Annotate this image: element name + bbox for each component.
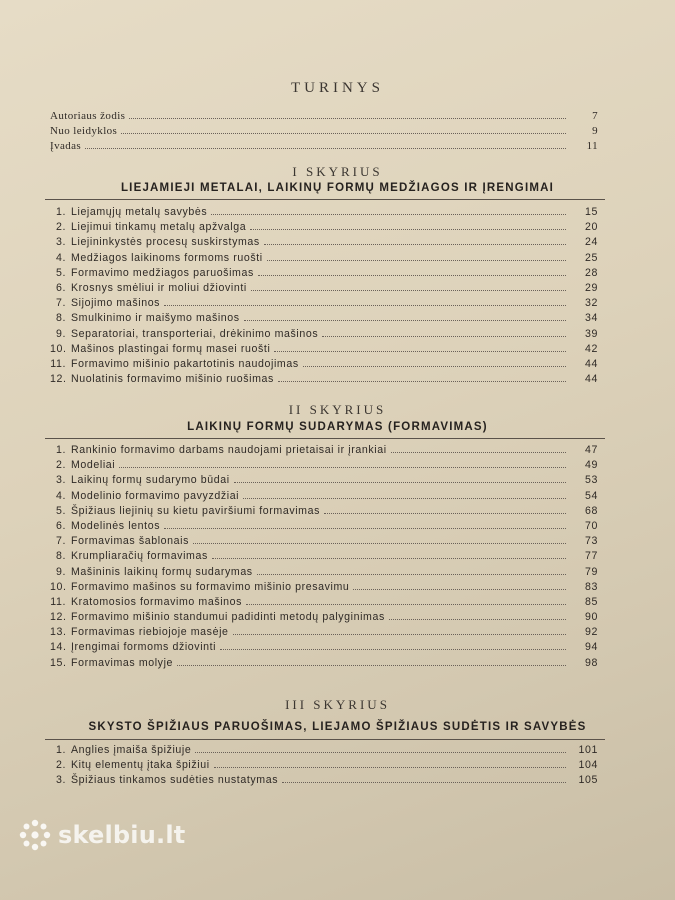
section-label: II SKYRIUS xyxy=(288,402,387,417)
entry-number: 2. xyxy=(55,759,66,772)
entry-label: Liejimui tinkamų metalų apžvalga xyxy=(71,221,247,234)
list-item xyxy=(50,251,598,266)
list-item xyxy=(50,372,598,387)
list-item xyxy=(50,640,598,655)
section-title: SKYSTO ŠPIŽIAUS PARUOŠIMAS, LIEJAMO ŠPIŽIAUS SUDĖTIS IR SAVYBĖS xyxy=(88,721,587,733)
entry-page: 83 xyxy=(585,580,598,593)
list-item xyxy=(50,519,598,534)
entry-number: 8. xyxy=(55,550,66,563)
entry-page: 49 xyxy=(585,459,598,472)
entry-page: 85 xyxy=(585,595,598,608)
leader-dots xyxy=(234,474,566,483)
entry-page: 92 xyxy=(585,626,598,639)
entry-page: 39 xyxy=(585,327,598,340)
leader-dots xyxy=(246,596,566,605)
entry-number: 1. xyxy=(55,744,66,756)
entry-page: 20 xyxy=(585,221,598,234)
list-item xyxy=(50,235,598,250)
list-item xyxy=(50,124,598,139)
entry-page: 7 xyxy=(592,110,598,122)
entry-number: 11. xyxy=(50,357,66,370)
entry-page: 25 xyxy=(585,251,598,264)
page-title: TURINYS xyxy=(290,80,384,96)
entry-number: 3. xyxy=(55,474,66,487)
entry-number: 4. xyxy=(55,251,66,264)
list-item xyxy=(50,625,598,640)
entry-label: Medžiagos laikinoms formoms ruošti xyxy=(71,251,263,264)
entry-number: 6. xyxy=(55,519,66,532)
entry-number: 10. xyxy=(50,342,67,355)
entry-number: 12. xyxy=(50,373,67,386)
entry-page: 15 xyxy=(585,206,598,218)
leader-dots xyxy=(214,759,566,768)
entry-page: 32 xyxy=(585,297,598,310)
entry-number: 12. xyxy=(50,611,67,624)
entry-number: 10. xyxy=(50,580,67,593)
entry-number: 11. xyxy=(50,595,66,608)
entry-page: 73 xyxy=(585,535,598,548)
section-list xyxy=(50,443,598,671)
list-item xyxy=(50,205,598,220)
entry-number: 5. xyxy=(55,266,66,279)
leader-dots xyxy=(389,611,566,620)
skelbiu-dots-logo-icon xyxy=(18,818,52,852)
leader-dots xyxy=(353,581,566,590)
section-title: LIEJAMIEJI METALAI, LAIKINŲ FORMŲ MEDŽIAGOS IR ĮRENGIMAI xyxy=(120,182,555,194)
entry-number: 5. xyxy=(55,504,66,517)
list-item xyxy=(50,266,598,281)
leader-dots xyxy=(233,626,566,635)
entry-number: 2. xyxy=(55,459,66,472)
entry-label: Krosnys smėliui ir moliui džiovinti xyxy=(71,281,247,294)
list-item xyxy=(50,565,598,580)
entry-label: Formavimas šablonais xyxy=(71,535,189,548)
entry-label: Modelinės lentos xyxy=(71,519,161,532)
leader-dots xyxy=(85,140,566,149)
section-rule xyxy=(45,739,605,740)
entry-number: 3. xyxy=(55,236,66,249)
section-list xyxy=(50,743,598,789)
leader-dots xyxy=(119,459,566,468)
entry-label: Įrengimai formoms džiovinti xyxy=(71,641,217,654)
section-list xyxy=(50,205,598,387)
leader-dots xyxy=(324,505,566,514)
entry-page: 77 xyxy=(585,550,598,563)
leader-dots xyxy=(195,744,566,753)
entry-label: Liejininkystės procesų suskirstymas xyxy=(71,236,260,249)
entry-number: 1. xyxy=(55,444,66,456)
entry-label: Autoriaus žodis xyxy=(50,110,126,122)
entry-label: Modelinio formavimo pavyzdžiai xyxy=(71,489,240,502)
leader-dots xyxy=(243,490,566,499)
entry-number: 3. xyxy=(55,774,66,787)
leader-dots xyxy=(303,358,566,367)
list-item xyxy=(50,743,598,758)
entry-page: 104 xyxy=(578,759,598,772)
entry-label: Įvadas xyxy=(50,140,82,153)
leader-dots xyxy=(250,221,566,230)
entry-number: 9. xyxy=(55,565,66,578)
leader-dots xyxy=(212,550,566,559)
entry-page: 44 xyxy=(585,357,598,370)
entry-page: 90 xyxy=(585,611,598,624)
entry-label: Mašininis laikinų formų sudarymas xyxy=(71,565,253,578)
entry-page: 54 xyxy=(585,489,598,502)
leader-dots xyxy=(251,282,566,291)
entry-label: Mašinos plastingai formų masei ruošti xyxy=(71,342,271,355)
leader-dots xyxy=(164,520,566,529)
entry-label: Krumpliaračių formavimas xyxy=(71,550,208,563)
entry-label: Formavimo mišinio pakartotinis naudojimas xyxy=(71,357,299,370)
list-item xyxy=(50,109,598,124)
entry-label: Sijojimo mašinos xyxy=(71,297,161,310)
front-matter-list xyxy=(50,109,598,155)
entry-label: Špižiaus liejinių su kietu paviršiumi formavimas xyxy=(71,504,320,517)
leader-dots xyxy=(278,373,566,382)
list-item xyxy=(50,758,598,773)
list-item xyxy=(50,534,598,549)
leader-dots xyxy=(282,774,566,783)
leader-dots xyxy=(129,110,566,119)
entry-label: Laikinų formų sudarymo būdai xyxy=(71,474,230,487)
list-item xyxy=(50,327,598,342)
list-item xyxy=(50,595,598,610)
entry-label: Smulkinimo ir maišymo mašinos xyxy=(71,312,240,325)
leader-dots xyxy=(244,312,566,321)
list-item xyxy=(50,311,598,326)
entry-number: 7. xyxy=(55,535,66,548)
section-label: III SKYRIUS xyxy=(285,697,390,712)
entry-page: 47 xyxy=(585,444,598,456)
entry-page: 34 xyxy=(585,312,598,325)
list-item xyxy=(50,342,598,357)
entry-number: 8. xyxy=(55,312,66,325)
entry-number: 15. xyxy=(50,656,67,669)
entry-label: Formavimo mašinos su formavimo mišinio presavimu xyxy=(71,580,350,593)
leader-dots xyxy=(274,343,566,352)
entry-page: 105 xyxy=(578,774,598,787)
entry-page: 79 xyxy=(585,565,598,578)
section-rule xyxy=(45,199,605,200)
list-item xyxy=(50,139,598,154)
entry-page: 53 xyxy=(585,474,598,487)
entry-label: Nuo leidyklos xyxy=(50,125,118,138)
entry-label: Formavimo mišinio standumui padidinti metodų palyginimas xyxy=(71,611,385,624)
entry-page: 29 xyxy=(585,281,598,294)
entry-label: Nuolatinis formavimo mišinio ruošimas xyxy=(71,373,274,386)
entry-number: 14. xyxy=(50,641,67,654)
leader-dots xyxy=(211,206,566,215)
list-item xyxy=(50,610,598,625)
entry-label: Separatoriai, transporteriai, drėkinimo mašinos xyxy=(71,327,319,340)
leader-dots xyxy=(391,444,566,453)
entry-label: Anglies įmaiša špižiuje xyxy=(71,744,192,756)
section-title: LAIKINŲ FORMŲ SUDARYMAS (FORMAVIMAS) xyxy=(187,421,488,433)
watermark xyxy=(18,818,185,852)
leader-dots xyxy=(257,566,566,575)
entry-label: Kratomosios formavimo mašinos xyxy=(71,595,243,608)
entry-number: 6. xyxy=(55,281,66,294)
entry-page: 101 xyxy=(578,744,598,756)
entry-number: 9. xyxy=(55,327,66,340)
list-item xyxy=(50,296,598,311)
section-label: I SKYRIUS xyxy=(292,164,383,179)
list-item xyxy=(50,473,598,488)
entry-number: 2. xyxy=(55,221,66,234)
entry-label: Modeliai xyxy=(71,459,116,472)
entry-page: 42 xyxy=(585,342,598,355)
list-item xyxy=(50,489,598,504)
list-item xyxy=(50,443,598,458)
entry-page: 11 xyxy=(586,140,598,153)
watermark-text: skelbiu.lt xyxy=(58,821,186,849)
entry-label: Rankinio formavimo darbams naudojami prietaisai ir įrankiai xyxy=(71,444,387,456)
entry-page: 98 xyxy=(585,656,598,669)
entry-number: 1. xyxy=(55,206,66,218)
list-item xyxy=(50,281,598,296)
entry-label: Formavimas riebiojoje masėje xyxy=(71,626,229,639)
leader-dots xyxy=(193,535,566,544)
leader-dots xyxy=(264,236,566,245)
list-item xyxy=(50,220,598,235)
leader-dots xyxy=(322,328,566,337)
list-item xyxy=(50,580,598,595)
list-item xyxy=(50,357,598,372)
entry-page: 24 xyxy=(585,236,598,249)
leader-dots xyxy=(220,641,566,650)
entry-label: Formavimo medžiagos paruošimas xyxy=(71,266,254,279)
entry-label: Špižiaus tinkamos sudėties nustatymas xyxy=(71,774,279,787)
leader-dots xyxy=(177,657,566,666)
leader-dots xyxy=(164,297,566,306)
leader-dots xyxy=(258,267,566,276)
entry-page: 68 xyxy=(585,504,598,517)
leader-dots xyxy=(267,252,566,261)
entry-page: 44 xyxy=(585,373,598,386)
entry-page: 9 xyxy=(592,125,598,138)
entry-page: 70 xyxy=(585,519,598,532)
list-item xyxy=(50,656,598,671)
entry-label: Kitų elementų įtaka špižiui xyxy=(71,759,210,772)
entry-page: 28 xyxy=(585,266,598,279)
list-item xyxy=(50,504,598,519)
leader-dots xyxy=(121,125,566,134)
entry-page: 94 xyxy=(585,641,598,654)
list-item xyxy=(50,458,598,473)
entry-number: 4. xyxy=(55,489,66,502)
entry-label: Formavimas molyje xyxy=(71,656,174,669)
entry-label: Liejamųjų metalų savybės xyxy=(71,206,208,218)
entry-number: 7. xyxy=(55,297,66,310)
list-item xyxy=(50,549,598,564)
section-rule xyxy=(45,438,605,439)
list-item xyxy=(50,773,598,788)
entry-number: 13. xyxy=(50,626,67,639)
